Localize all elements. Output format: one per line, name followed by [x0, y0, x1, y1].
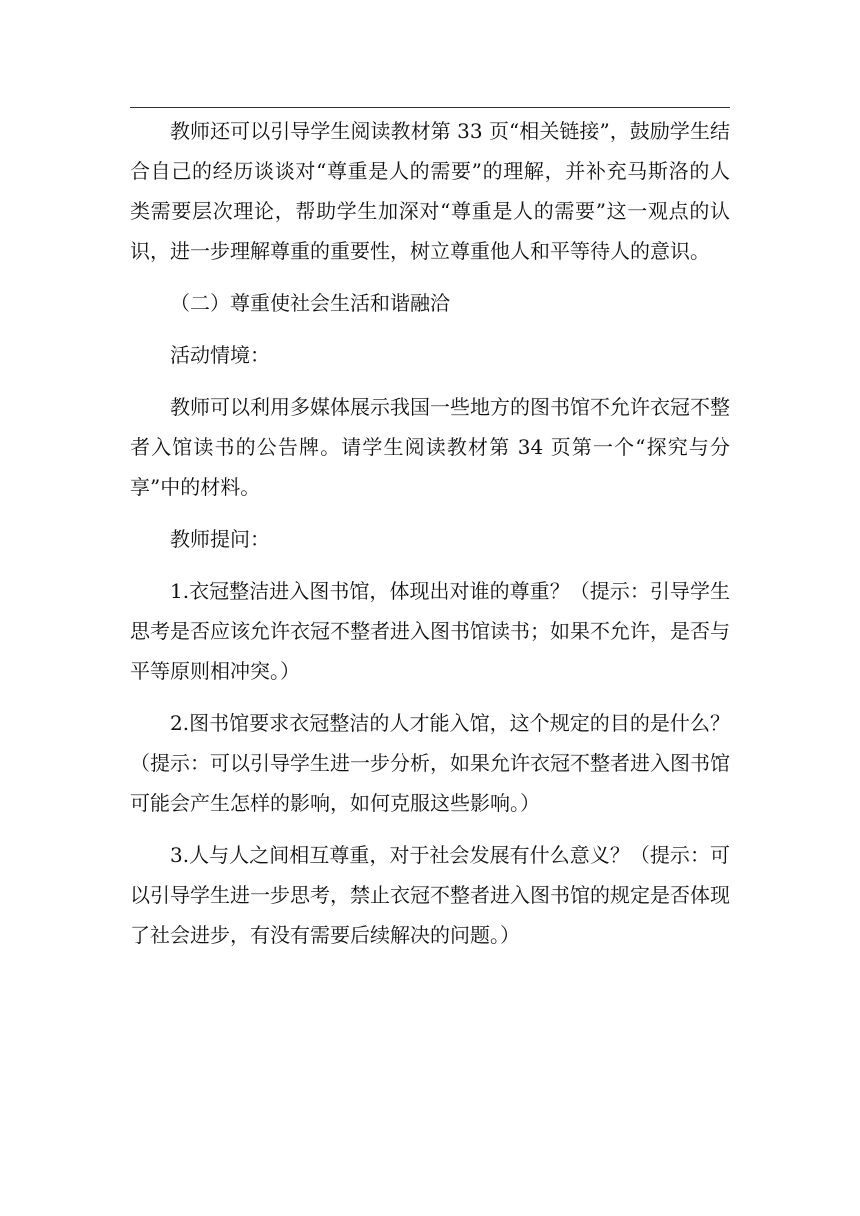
paragraph-question-1: 1.衣冠整洁进入图书馆，体现出对谁的尊重？（提示：引导学生思考是否应该允许衣冠不整者进入图书馆读书；如果不允许，是否与平等原则相冲突。） — [130, 579, 730, 683]
paragraph-related-link: 教师还可以引导学生阅读教材第 33 页“相关链接”，鼓励学生结合自己的经历谈谈对“尊重是人的需要”的理解，并补充马斯洛的人类需要层次理论，帮助学生加深对“尊重是人的需要”这一观点的认识，进一步理解尊重的重要性，树立尊重他人和平等待人的意识。 — [130, 119, 730, 263]
paragraph-question-2: 2.图书馆要求衣冠整洁的人才能入馆，这个规定的目的是什么？（提示：可以引导学生进一步分析，如果允许衣冠不整者进入图书馆可能会产生怎样的影响，如何克服这些影响。） — [130, 711, 730, 815]
header-rule — [130, 107, 730, 108]
document-body — [130, 111, 730, 967]
section-heading: （二）尊重使社会生活和谐融洽 — [170, 291, 450, 315]
paragraph-question-3: 3.人与人之间相互尊重，对于社会发展有什么意义？（提示：可以引导学生进一步思考，禁止衣冠不整者进入图书馆的规定是否体现了社会进步，有没有需要后续解决的问题。） — [130, 843, 730, 947]
paragraph-activity-scenario: 教师可以利用多媒体展示我国一些地方的图书馆不允许衣冠不整者入馆读书的公告牌。请学生阅读教材第 34 页第一个“探究与分享”中的材料。 — [130, 395, 730, 499]
paragraph-teacher-question-label: 教师提问： — [170, 527, 270, 551]
paragraph-activity-label: 活动情境： — [170, 343, 270, 367]
